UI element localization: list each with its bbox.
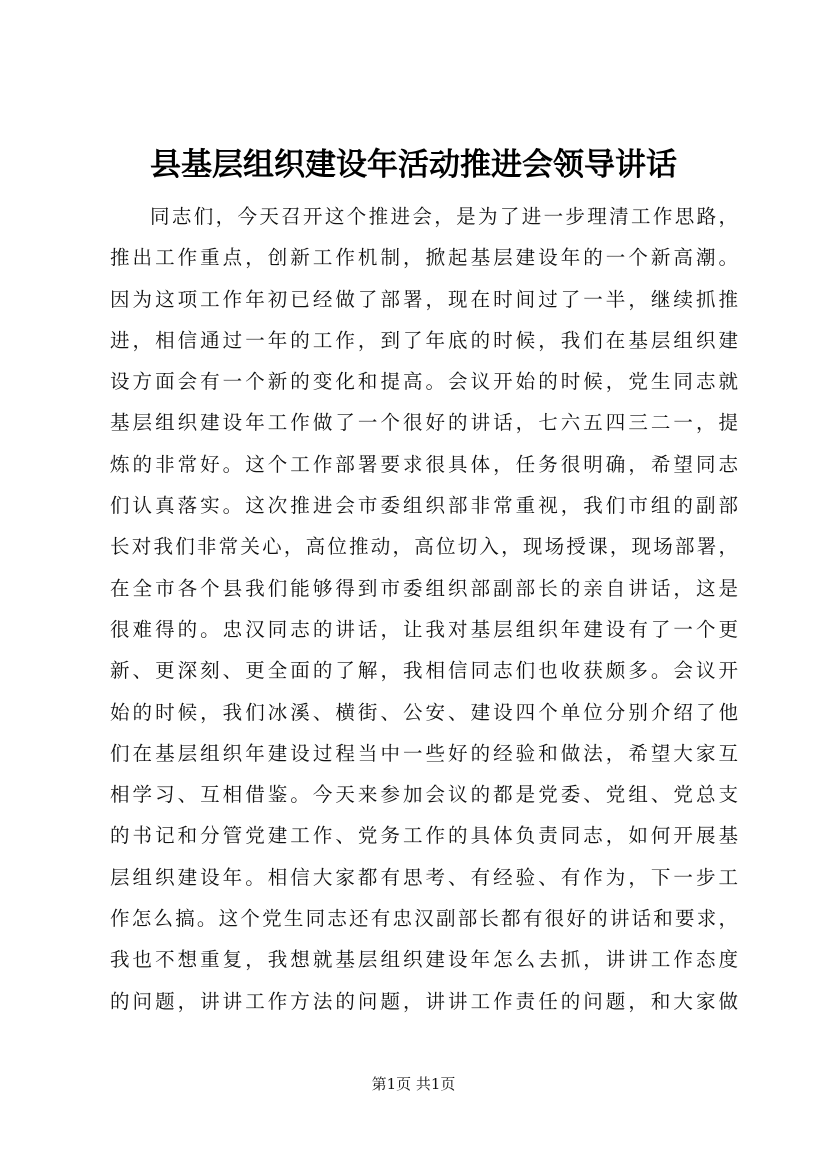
document-title: 县基层组织建设年活动推进会领导讲话: [150, 147, 677, 183]
body-line: 基层组织建设年工作做了一个很好的讲话，七六五四三二一，提: [110, 411, 738, 435]
document-body: [110, 196, 738, 1022]
body-line: 们在基层组织年建设过程当中一些好的经验和做法，希望大家互: [110, 741, 738, 765]
body-line: 相学习、互相借鉴。今天来参加会议的都是党委、党组、党总支: [110, 783, 738, 807]
body-line: 的书记和分管党建工作、党务工作的具体负责同志，如何开展基: [110, 824, 738, 848]
body-line: 我也不想重复，我想就基层组织建设年怎么去抓，讲讲工作态度: [110, 948, 738, 972]
body-line: 作怎么搞。这个党生同志还有忠汉副部长都有很好的讲话和要求，: [110, 907, 738, 931]
body-line: 推出工作重点，创新工作机制，掀起基层建设年的一个新高潮。: [110, 246, 738, 270]
body-line: 层组织建设年。相信大家都有思考、有经验、有作为，下一步工: [110, 865, 738, 889]
body-line: 同志们，今天召开这个推进会，是为了进一步理清工作思路，: [150, 205, 738, 228]
body-line: 始的时候，我们冰溪、横街、公安、建设四个单位分别介绍了他: [110, 700, 738, 724]
body-line: 的问题，讲讲工作方法的问题，讲讲工作责任的问题，和大家做: [110, 989, 738, 1013]
body-line: 新、更深刻、更全面的了解，我相信同志们也收获颇多。会议开: [110, 659, 738, 683]
body-line: 炼的非常好。这个工作部署要求很具体，任务很明确，希望同志: [110, 452, 738, 476]
body-line: 很难得的。忠汉同志的讲话，让我对基层组织年建设有了一个更: [110, 617, 738, 641]
page-footer: 第1页 共1页: [371, 1075, 456, 1093]
body-line: 进，相信通过一年的工作，到了年底的时候，我们在基层组织建: [110, 328, 738, 352]
body-line: 设方面会有一个新的变化和提高。会议开始的时候，党生同志就: [110, 370, 738, 394]
body-line: 们认真落实。这次推进会市委组织部非常重视，我们市组的副部: [110, 494, 738, 518]
body-line: 在全市各个县我们能够得到市委组织部副部长的亲自讲话，这是: [110, 576, 738, 600]
body-line: 长对我们非常关心，高位推动，高位切入，现场授课，现场部署，: [110, 535, 738, 559]
body-line: 因为这项工作年初已经做了部署，现在时间过了一半，继续抓推: [110, 287, 738, 311]
